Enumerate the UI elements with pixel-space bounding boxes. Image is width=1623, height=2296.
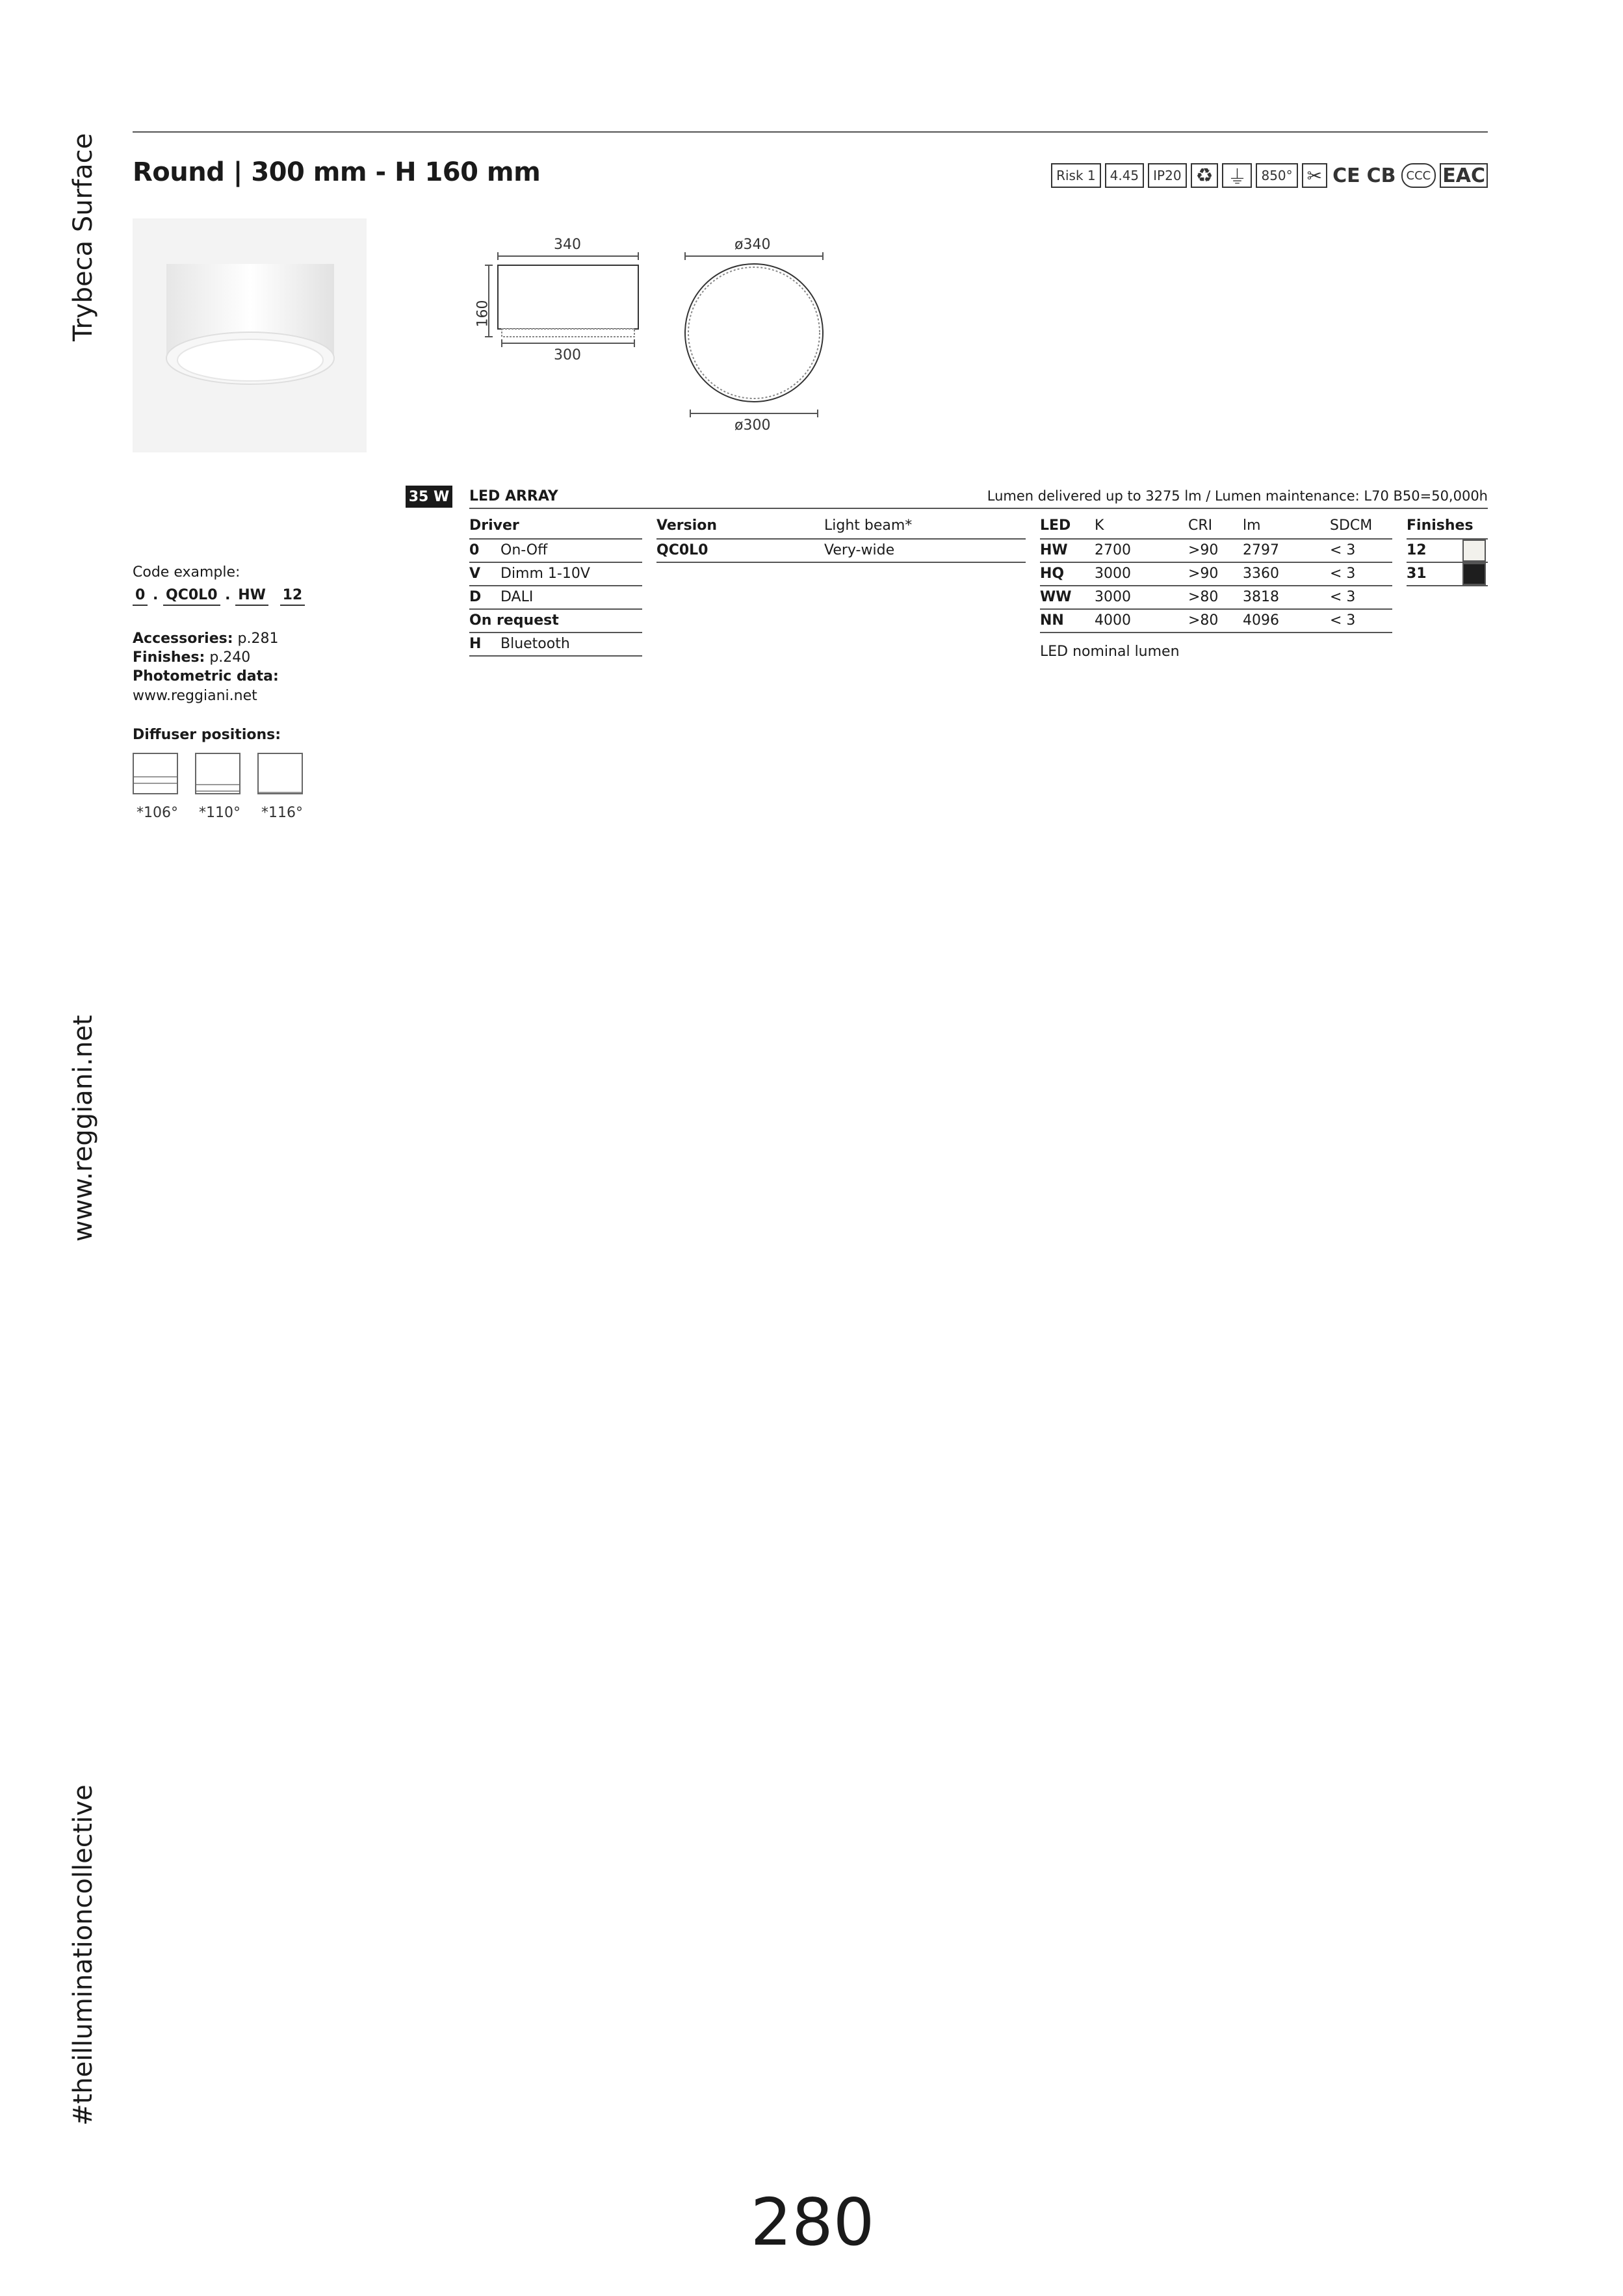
finish-code: 12 [1407,542,1427,558]
side-hashtag: #theilluminationcollective [68,1784,98,2126]
led-header-code: LED [1040,517,1071,534]
led-k: 4000 [1095,612,1131,629]
finishes-line [133,649,250,666]
led-cri: >90 [1188,566,1219,582]
led-code: HW [1040,542,1068,558]
header-rule [133,131,1488,133]
diffuser-position-2 [195,753,240,794]
cb-mark-icon: CB [1366,164,1396,187]
code-part-led: HW [235,587,268,606]
glow-wire-icon: 850° [1256,163,1297,188]
led-cri: >80 [1188,612,1219,629]
product-photo [133,218,367,452]
recycle-icon: ♻ [1191,163,1219,188]
driver-row-rule [469,608,642,610]
led-sdcm: < 3 [1330,542,1356,558]
code-part-finish: 12 [280,587,305,606]
weight-icon: 4.45 [1105,163,1145,188]
code-part-version: QC0L0 [163,587,220,606]
ce-mark-icon: CE [1332,164,1360,187]
top-diameter-dimension: ø340 [734,237,771,253]
led-k: 2700 [1095,542,1131,558]
driver-row-rule [469,562,642,563]
page-title: Round | 300 mm - H 160 mm [133,157,541,187]
on-request-label: On request [469,612,559,629]
diffuser-position-3 [257,753,303,794]
driver-name-extra: Bluetooth [500,636,570,652]
side-website: www.reggiani.net [68,1015,98,1242]
bottom-diameter-dimension: ø300 [734,417,771,434]
driver-row-rule [469,655,642,657]
driver-name-2: DALI [500,589,534,605]
technical-drawing [455,228,897,442]
led-header-sdcm: SDCM [1330,517,1373,534]
led-lm: 4096 [1243,612,1279,629]
side-base-dimension: 300 [554,347,581,363]
certification-icons [1051,163,1488,190]
class-ground-icon: ⏚ [1222,163,1252,188]
wattage-badge: 35 W [406,486,452,508]
diffuser-angle-2: *110° [199,805,240,821]
version-header: Version [656,517,718,534]
ccc-mark-icon: CCC [1401,163,1436,188]
led-code: HQ [1040,566,1065,582]
finishes-header: Finishes [1407,517,1474,534]
code-example: 0 . QC0L0 . HW 12 [133,587,305,606]
version-value: QC0L0 [656,542,708,558]
led-k: 3000 [1095,589,1131,605]
driver-code-extra: H [469,636,482,652]
led-lm: 3818 [1243,589,1279,605]
finish-swatch-black [1462,563,1486,585]
finishes-row-rule [1407,585,1488,586]
led-k: 3000 [1095,566,1131,582]
led-code: NN [1040,612,1064,629]
version-row-rule [656,562,1026,563]
led-code: WW [1040,589,1072,605]
led-nominal-note: LED nominal lumen [1040,644,1180,660]
lumen-note: Lumen delivered up to 3275 lm / Lumen maintenance: L70 B50=50,000h [987,488,1488,504]
led-lm: 3360 [1243,566,1279,582]
led-header-k: K [1095,517,1104,534]
finish-code: 31 [1407,566,1427,582]
spec-header-rule [469,508,1488,509]
beam-header: Light beam* [824,517,913,534]
led-row-rule [1040,585,1392,586]
finishes-value: p.240 [209,649,251,666]
led-row-rule [1040,562,1392,563]
code-example-label: Code example: [133,564,240,581]
side-height-dimension: 160 [474,300,491,328]
driver-name-1: Dimm 1-10V [500,566,590,582]
no-insulation-cover-icon: ✂ [1302,163,1327,188]
led-lm: 2797 [1243,542,1279,558]
led-sdcm: < 3 [1330,612,1356,629]
photometric-label: Photometric data: [133,668,279,685]
ip-rating-icon: IP20 [1148,163,1186,188]
page-number: 280 [750,2184,875,2260]
diffuser-angle-3: *116° [261,805,303,821]
led-sdcm: < 3 [1330,589,1356,605]
photometric-link[interactable]: www.reggiani.net [133,688,257,704]
driver-header: Driver [469,517,519,534]
driver-code-2: D [469,589,482,605]
eac-mark-icon: EAC [1440,163,1488,188]
driver-header-rule [469,538,642,540]
led-header-cri: CRI [1188,517,1213,534]
led-header-rule [1040,538,1392,540]
driver-code-1: V [469,566,481,582]
code-part-driver: 0 [133,587,148,606]
led-sdcm: < 3 [1330,566,1356,582]
diffuser-positions-label: Diffuser positions: [133,727,281,743]
led-row-rule [1040,608,1392,610]
side-family-title: Trybeca Surface [68,133,98,341]
driver-name-0: On-Off [500,542,548,558]
beam-value: Very-wide [824,542,895,558]
driver-row-rule [469,585,642,586]
cylinder-luminaire-image [133,218,367,452]
version-header-rule [656,538,1026,540]
side-width-dimension: 340 [554,237,581,253]
led-cri: >90 [1188,542,1219,558]
accessories-value: p.281 [237,631,279,647]
accessories-label: Accessories: [133,631,233,647]
driver-code-0: 0 [469,542,480,558]
diffuser-position-1 [133,753,178,794]
finishes-label: Finishes: [133,649,205,666]
accessories-line [133,631,279,647]
driver-row-rule [469,632,642,633]
finish-swatch-white [1462,540,1486,562]
diffuser-angle-1: *106° [136,805,178,821]
risk-group-icon: Risk 1 [1051,163,1101,188]
led-cri: >80 [1188,589,1219,605]
led-header-lm: lm [1243,517,1261,534]
led-row-rule [1040,632,1392,633]
led-array-label: LED ARRAY [469,488,558,504]
